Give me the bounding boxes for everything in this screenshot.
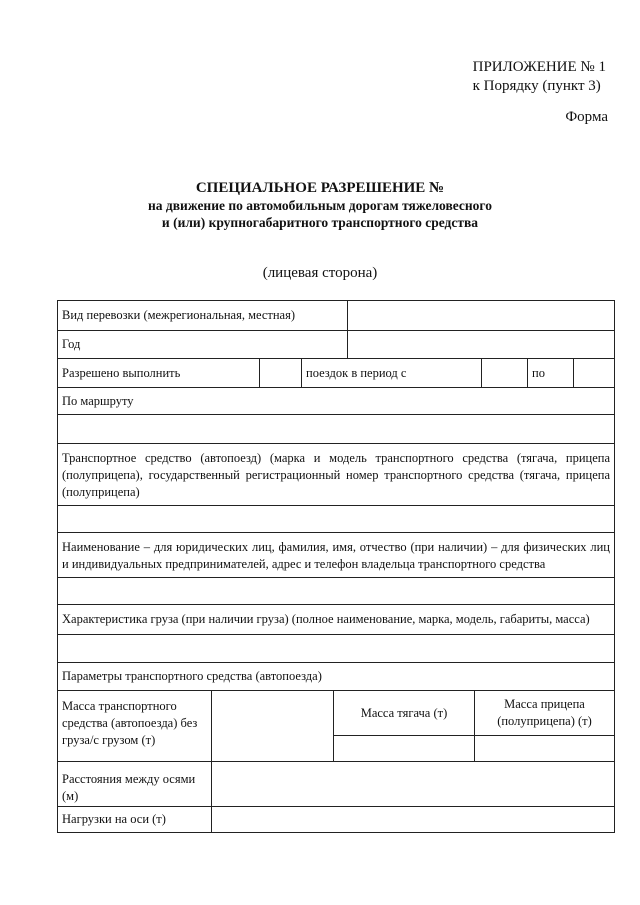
field-cargo[interactable] [58, 635, 614, 662]
field-axle-loads[interactable] [211, 807, 614, 832]
label-route: По маршруту [62, 393, 134, 408]
row-axle-distance [58, 761, 614, 806]
label-permitted: Разрешено выполнить [62, 365, 181, 380]
row-owner-label [58, 532, 614, 577]
field-trailer-mass[interactable] [475, 735, 614, 761]
field-trips-count[interactable] [259, 359, 301, 387]
field-vehicle[interactable] [58, 506, 614, 532]
label-owner: Наименование – для юридических лиц, фамилия, имя, отчество (при наличии) – для физических лиц и индивидуальных предпринимателей, адрес и телефон владельца транспортного средства [62, 540, 610, 571]
label-trips-period: поездок в период с [301, 359, 481, 387]
row-axle-loads [58, 806, 614, 832]
label-cargo: Характеристика груза (при наличии груза) (полное наименование, марка, модель, габариты, масса) [62, 612, 590, 626]
title-line-3: и (или) крупногабаритного транспортного средства [161, 215, 479, 230]
field-axle-distance[interactable] [211, 762, 614, 806]
annex-title: ПРИЛОЖЕНИЕ № 1 [472, 59, 606, 75]
label-vehicle: Транспортное средство (автопоезд) (марка и модель транспортного средства (тягача, прицепа (полуприцепа), государственный регистрационный номер транспортного средства (тягача, прицепа (полуприцепа) [62, 451, 610, 499]
row-params [58, 662, 614, 690]
label-trailer-mass: Масса прицепа (полуприцепа) (т) [497, 697, 592, 728]
side-label: (лицевая сторона) [262, 265, 378, 281]
tractor-mass-column [333, 691, 474, 761]
row-transport-type [58, 301, 614, 330]
row-mass [58, 690, 614, 761]
document-title [0, 179, 640, 231]
field-year[interactable] [347, 331, 614, 358]
label-transport-type: Вид перевозки (межрегиональная, местная) [62, 308, 296, 322]
field-vehicle-mass[interactable] [211, 691, 333, 761]
title-line-2: на движение по автомобильным дорогам тяжеловесного [148, 198, 492, 213]
label-params: Параметры транспортного средства (автопоезда) [62, 669, 322, 683]
field-owner[interactable] [58, 578, 614, 604]
row-year [58, 330, 614, 358]
permit-table [57, 300, 615, 833]
label-year: Год [62, 337, 81, 351]
row-permitted [58, 358, 614, 387]
annex-reference: к Порядку (пункт 3) [472, 78, 601, 94]
form-label: Форма [565, 109, 608, 125]
field-route[interactable] [58, 415, 614, 443]
label-vehicle-mass: Масса транспортного средства (автопоезда) без груза/с грузом (т) [62, 699, 198, 747]
title-line-1: СПЕЦИАЛЬНОЕ РАЗРЕШЕНИЕ № [195, 180, 445, 196]
trailer-mass-column [474, 691, 614, 761]
row-owner-field [58, 577, 614, 604]
field-transport-type[interactable] [347, 301, 614, 330]
annex-header [473, 58, 606, 96]
row-cargo-field [58, 634, 614, 662]
label-to: по [527, 359, 573, 387]
field-tractor-mass[interactable] [334, 735, 474, 761]
label-axle-loads: Нагрузки на оси (т) [62, 812, 166, 826]
row-route-label [58, 387, 614, 414]
label-axle-distance: Расстояния между осями (м) [62, 772, 196, 803]
label-tractor-mass: Масса тягача (т) [360, 705, 448, 720]
field-period-to[interactable] [573, 359, 614, 387]
row-route-field [58, 414, 614, 443]
row-vehicle-label [58, 443, 614, 505]
row-cargo-label [58, 604, 614, 634]
row-vehicle-field [58, 505, 614, 532]
field-period-from[interactable] [481, 359, 527, 387]
